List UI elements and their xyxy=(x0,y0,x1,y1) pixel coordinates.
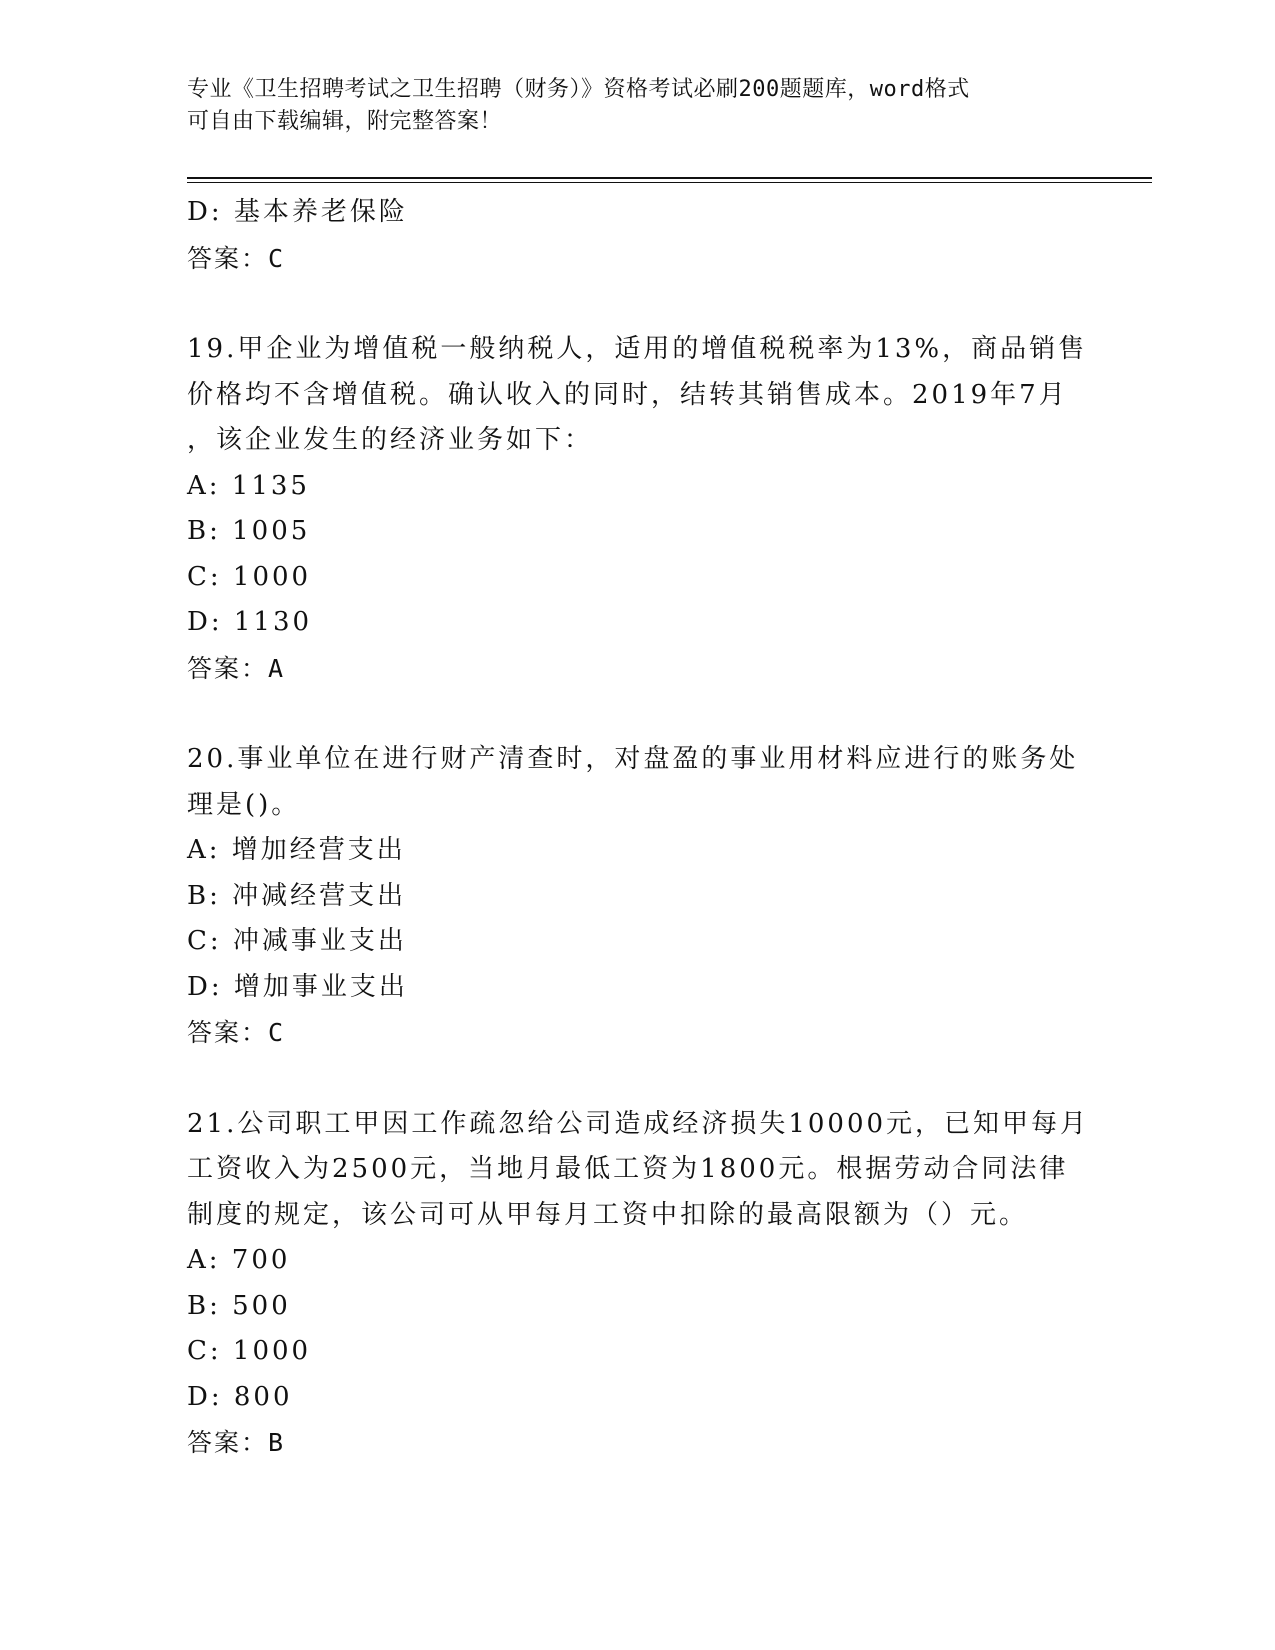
question-19 xyxy=(187,327,1088,691)
answer-line: 答案：B xyxy=(187,1428,286,1457)
header-divider-thin xyxy=(187,182,1152,183)
option-d: D: 增加事业支出 xyxy=(187,971,408,1002)
spacer xyxy=(187,281,1077,327)
option-c: C: 冲减事业支出 xyxy=(187,926,407,956)
answer-line: 答案：C xyxy=(187,243,286,273)
question-stem-line: 价格均不含增值税。确认收入的同时，结转其销售成本。2019年7月 xyxy=(187,379,1068,410)
question-stem-line: ，该企业发生的经济业务如下： xyxy=(187,425,594,455)
document-header xyxy=(187,74,1087,138)
question-stem-line: 21.公司职工甲因工作疏忽给公司造成经济损失10000元，已知甲每月 xyxy=(187,1108,1090,1139)
header-line-1: 专业《卫生招聘考试之卫生招聘（财务）》资格考试必刷200题题库，word格式 xyxy=(187,77,970,102)
previous-question-tail xyxy=(187,190,1077,281)
option-d: D: 1130 xyxy=(187,607,313,637)
question-stem-line: 工资收入为2500元，当地月最低工资为1800元。根据劳动合同法律 xyxy=(187,1154,1069,1184)
option-a: A: 700 xyxy=(187,1245,291,1275)
header-divider-thick xyxy=(187,177,1152,179)
question-stem-line: 理是()。 xyxy=(187,789,301,820)
question-stem-line: 19.甲企业为增值税一般纳税人，适用的增值税税率为13%，商品销售 xyxy=(187,334,1088,364)
answer-line: 答案：A xyxy=(187,653,286,683)
question-stem-line: 制度的规定，该公司可从甲每月工资中扣除的最高限额为（）元。 xyxy=(187,1199,1029,1230)
option-b: B: 1005 xyxy=(187,516,311,546)
question-21 xyxy=(187,1102,1090,1466)
option-a: A: 增加经营支出 xyxy=(187,835,406,865)
option-b: B: 500 xyxy=(187,1290,291,1321)
option-d: D: 基本养老保险 xyxy=(187,197,408,227)
answer-line: 答案：C xyxy=(187,1018,286,1047)
option-d: D: 800 xyxy=(187,1381,293,1412)
spacer xyxy=(187,1056,1077,1102)
spacer xyxy=(187,691,1077,737)
option-b: B: 冲减经营支出 xyxy=(187,880,407,911)
question-20 xyxy=(187,737,1077,1056)
header-line-2: 可自由下载编辑，附完整答案！ xyxy=(187,109,503,134)
question-content xyxy=(187,190,1090,1466)
option-c: C: 1000 xyxy=(187,561,312,592)
question-stem-line: 20.事业单位在进行财产清查时，对盘盈的事业用材料应进行的账务处 xyxy=(187,744,1079,774)
option-a: A: 1135 xyxy=(187,470,310,501)
option-c: C: 1000 xyxy=(187,1336,312,1366)
